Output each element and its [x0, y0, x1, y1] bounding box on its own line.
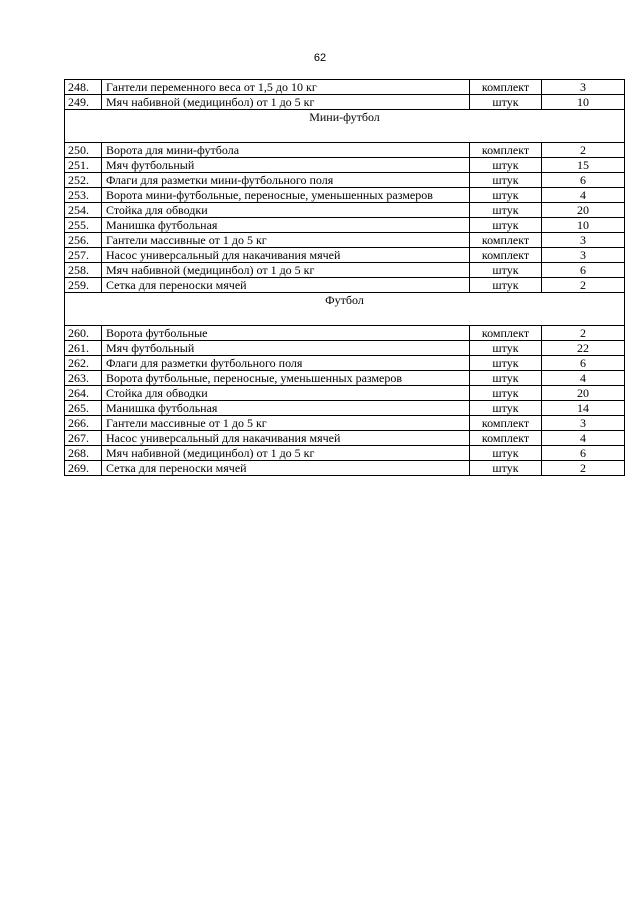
table-row	[65, 203, 625, 218]
row-number-cell: 248.	[65, 80, 102, 95]
unit-cell: штук	[470, 341, 542, 356]
table-row	[65, 80, 625, 95]
item-name-cell: Манишка футбольная	[102, 401, 470, 416]
inventory-table	[64, 79, 625, 476]
item-name-cell: Ворота футбольные	[102, 326, 470, 341]
quantity-cell: 6	[542, 356, 625, 371]
quantity-cell: 2	[542, 143, 625, 158]
quantity-cell: 6	[542, 446, 625, 461]
unit-cell: штук	[470, 263, 542, 278]
row-number-cell: 264.	[65, 386, 102, 401]
unit-cell: комплект	[470, 143, 542, 158]
quantity-cell: 2	[542, 461, 625, 476]
table-row	[65, 371, 625, 386]
table-row	[65, 431, 625, 446]
quantity-cell: 20	[542, 203, 625, 218]
row-number-cell: 268.	[65, 446, 102, 461]
unit-cell: штук	[470, 461, 542, 476]
item-name-cell: Гантели переменного веса от 1,5 до 10 кг	[102, 80, 470, 95]
table-row	[65, 326, 625, 341]
row-number-cell: 257.	[65, 248, 102, 263]
row-number-cell: 258.	[65, 263, 102, 278]
unit-cell: комплект	[470, 233, 542, 248]
quantity-cell: 10	[542, 95, 625, 110]
table-row	[65, 218, 625, 233]
row-number-cell: 250.	[65, 143, 102, 158]
row-number-cell: 261.	[65, 341, 102, 356]
table-row	[65, 95, 625, 110]
quantity-cell: 15	[542, 158, 625, 173]
row-number-cell: 252.	[65, 173, 102, 188]
quantity-cell: 4	[542, 431, 625, 446]
table-row	[65, 356, 625, 371]
item-name-cell: Мяч набивной (медицинбол) от 1 до 5 кг	[102, 263, 470, 278]
item-name-cell: Мяч футбольный	[102, 341, 470, 356]
item-name-cell: Ворота для мини-футбола	[102, 143, 470, 158]
row-number-cell: 256.	[65, 233, 102, 248]
unit-cell: штук	[470, 371, 542, 386]
unit-cell: штук	[470, 95, 542, 110]
unit-cell: штук	[470, 446, 542, 461]
quantity-cell: 22	[542, 341, 625, 356]
quantity-cell: 6	[542, 173, 625, 188]
table-row	[65, 188, 625, 203]
table-row	[65, 248, 625, 263]
item-name-cell: Сетка для переноски мячей	[102, 461, 470, 476]
table-row	[65, 446, 625, 461]
item-name-cell: Флаги для разметки футбольного поля	[102, 356, 470, 371]
unit-cell: комплект	[470, 326, 542, 341]
table-row	[65, 158, 625, 173]
row-number-cell: 251.	[65, 158, 102, 173]
table-row	[65, 401, 625, 416]
item-name-cell: Мяч набивной (медицинбол) от 1 до 5 кг	[102, 95, 470, 110]
row-number-cell: 253.	[65, 188, 102, 203]
table-row	[65, 173, 625, 188]
table-row	[65, 143, 625, 158]
item-name-cell: Сетка для переноски мячей	[102, 278, 470, 293]
item-name-cell: Стойка для обводки	[102, 386, 470, 401]
row-number-cell: 255.	[65, 218, 102, 233]
unit-cell: штук	[470, 203, 542, 218]
quantity-cell: 14	[542, 401, 625, 416]
item-name-cell: Гантели массивные от 1 до 5 кг	[102, 233, 470, 248]
item-name-cell: Ворота футбольные, переносные, уменьшенных размеров	[102, 371, 470, 386]
unit-cell: комплект	[470, 416, 542, 431]
table-row	[65, 341, 625, 356]
row-number-cell: 266.	[65, 416, 102, 431]
row-number-cell: 260.	[65, 326, 102, 341]
table-row	[65, 233, 625, 248]
item-name-cell: Мяч футбольный	[102, 158, 470, 173]
unit-cell: комплект	[470, 248, 542, 263]
row-number-cell: 269.	[65, 461, 102, 476]
section-header-row	[65, 110, 625, 143]
section-header-row	[65, 293, 625, 326]
unit-cell: штук	[470, 188, 542, 203]
quantity-cell: 3	[542, 80, 625, 95]
unit-cell: штук	[470, 356, 542, 371]
quantity-cell: 3	[542, 248, 625, 263]
quantity-cell: 3	[542, 233, 625, 248]
quantity-cell: 4	[542, 371, 625, 386]
quantity-cell: 10	[542, 218, 625, 233]
item-name-cell: Мяч набивной (медицинбол) от 1 до 5 кг	[102, 446, 470, 461]
unit-cell: штук	[470, 401, 542, 416]
unit-cell: штук	[470, 278, 542, 293]
item-name-cell: Стойка для обводки	[102, 203, 470, 218]
unit-cell: штук	[470, 386, 542, 401]
item-name-cell: Манишка футбольная	[102, 218, 470, 233]
row-number-cell: 265.	[65, 401, 102, 416]
quantity-cell: 20	[542, 386, 625, 401]
table-row	[65, 416, 625, 431]
item-name-cell: Гантели массивные от 1 до 5 кг	[102, 416, 470, 431]
quantity-cell: 4	[542, 188, 625, 203]
unit-cell: штук	[470, 173, 542, 188]
item-name-cell: Насос универсальный для накачивания мячей	[102, 248, 470, 263]
table-row	[65, 263, 625, 278]
quantity-cell: 3	[542, 416, 625, 431]
unit-cell: комплект	[470, 431, 542, 446]
item-name-cell: Флаги для разметки мини-футбольного поля	[102, 173, 470, 188]
page-number: 62	[313, 52, 327, 64]
unit-cell: штук	[470, 218, 542, 233]
inventory-table-body	[65, 80, 625, 476]
row-number-cell: 249.	[65, 95, 102, 110]
row-number-cell: 267.	[65, 431, 102, 446]
row-number-cell: 262.	[65, 356, 102, 371]
item-name-cell: Ворота мини-футбольные, переносные, уменьшенных размеров	[102, 188, 470, 203]
table-row	[65, 278, 625, 293]
section-title: Мини-футбол	[65, 110, 625, 143]
section-title: Футбол	[65, 293, 625, 326]
table-row	[65, 461, 625, 476]
row-number-cell: 254.	[65, 203, 102, 218]
quantity-cell: 2	[542, 326, 625, 341]
row-number-cell: 263.	[65, 371, 102, 386]
item-name-cell: Насос универсальный для накачивания мячей	[102, 431, 470, 446]
quantity-cell: 6	[542, 263, 625, 278]
table-row	[65, 386, 625, 401]
unit-cell: комплект	[470, 80, 542, 95]
quantity-cell: 2	[542, 278, 625, 293]
unit-cell: штук	[470, 158, 542, 173]
row-number-cell: 259.	[65, 278, 102, 293]
